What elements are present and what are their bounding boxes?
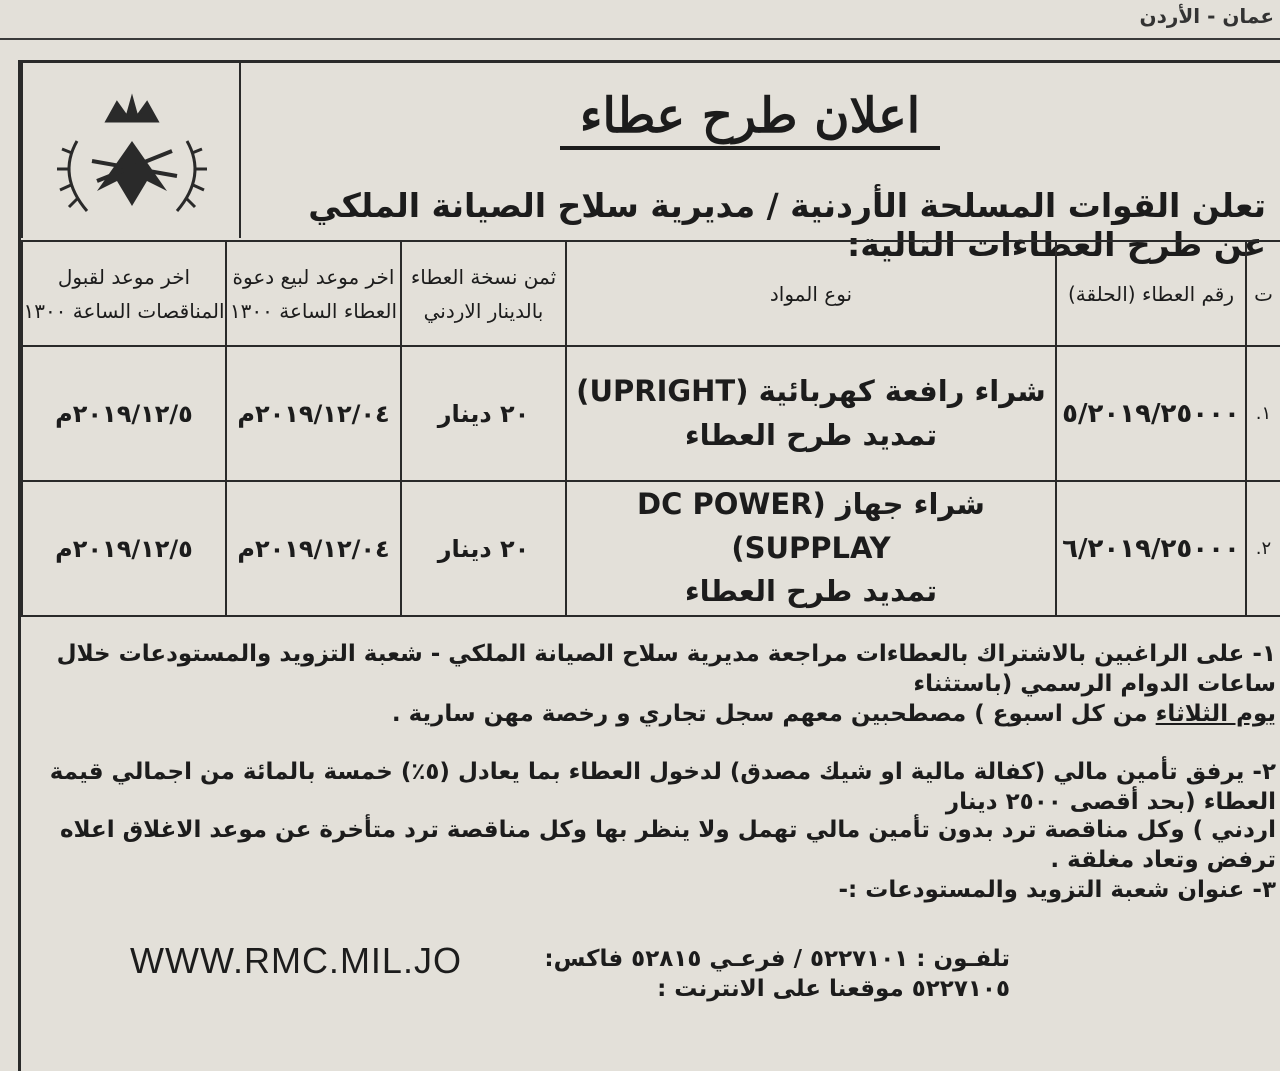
item-note: تمديد طرح العطاء	[684, 574, 938, 609]
tender-number-cell	[1056, 346, 1246, 481]
items-cell	[566, 481, 1056, 616]
condition-1-rest: من كل اسبوع ) مصطحبين معهم سجل تجاري و رخصة مهن سارية .	[391, 701, 1156, 727]
offer-deadline-cell: ٢٠١٩/١٢/٥م	[22, 481, 226, 616]
logo-box	[21, 63, 241, 238]
row-seq: ٢.	[1246, 481, 1280, 616]
ad-title: اعلان طرح عطاء	[560, 88, 940, 150]
row-seq: ١.	[1246, 346, 1280, 481]
items-cell	[566, 346, 1056, 481]
item-name: شراء جهاز (DC POWER SUPPLAY)	[637, 487, 985, 565]
header-tender-no: رقم العطاء (الحلقة)	[1056, 241, 1246, 346]
ad-intro: تعلن القوات المسلحة الأردنية / مديرية سلاح الصيانة الملكي عن طرح العطاءات التالية:	[308, 186, 1266, 264]
header-sale-deadline: اخر موعد لبيع دعوة العطاء الساعة ١٣٠٠	[226, 241, 401, 346]
condition-3-contact: تلفـون : ٥٢٢٧١٠١ / فرعـي ٥٢٨١٥ فاكس: ٥٢٢٧١٠٥ موقعنا على الانترنت :	[544, 946, 1010, 1002]
table-row	[22, 346, 1280, 481]
header-location: عمان - الأردن	[1139, 4, 1274, 28]
condition-1-line-1: ١- على الراغبين بالاشتراك بالعطاءات مراجعة مديرية سلاح الصيانة الملكي - شعبة التزويد والمستودعات خلال ساعات الدوام الرسمي (باستثناء	[56, 641, 1276, 697]
tenders-table	[21, 240, 1280, 617]
sale-deadline-cell: ٢٠١٩/١٢/٠٤م	[226, 346, 401, 481]
header-items: نوع المواد	[566, 241, 1056, 346]
sale-deadline-cell: ٢٠١٩/١٢/٠٤م	[226, 481, 401, 616]
price-cell: ٢٠ دينار	[401, 481, 566, 616]
header-seq: ت	[1246, 241, 1280, 346]
condition-1-exception-day: يوم الثلاثاء	[1155, 701, 1276, 727]
item-note: تمديد طرح العطاء	[684, 417, 938, 452]
royal-emblem-icon	[37, 81, 227, 231]
header-price: ثمن نسخة العطاء بالدينار الاردني	[401, 241, 566, 346]
tender-number: ٥/٢٠١٩/٢٥٠٠٠	[1062, 398, 1240, 429]
condition-2-line-1: ٢- يرفق تأمين مالي (كفالة مالية او شيك مصدق) لدخول العطاء بما يعادل (٥٪) خمسة بالمائة من اجمالي قيمة العطاء (بحد أقصى ٢٥٠٠ دينار	[49, 759, 1276, 815]
website-text: WWW.RMC.MIL.JO	[130, 940, 462, 981]
price-cell: ٢٠ دينار	[401, 346, 566, 481]
condition-1-line-2	[26, 700, 1276, 730]
table-header-row	[22, 241, 1280, 346]
item-name: شراء رافعة كهربائية (UPRIGHT)	[576, 374, 1046, 408]
tender-number-cell	[1056, 481, 1246, 616]
newspaper-header-strip	[0, 0, 1280, 40]
offer-deadline-cell: ٢٠١٩/١٢/٥م	[22, 346, 226, 481]
condition-3-line-1: ٣- عنوان شعبة التزويد والمستودعات :-	[838, 877, 1276, 903]
table-row	[22, 481, 1280, 616]
tender-number: ٦/٢٠١٩/٢٥٠٠٠	[1062, 533, 1240, 564]
header-offer-deadline: اخر موعد لقبول المناقصات الساعة ١٣٠٠	[22, 241, 226, 346]
condition-2-line-2: اردني ) وكل مناقصة ترد بدون تأمين مالي تهمل ولا ينظر بها وكل مناقصة ترد متأخرة عن موعد الاغلاق اعلاه ترفض وتعاد مغلقة .	[59, 817, 1276, 873]
